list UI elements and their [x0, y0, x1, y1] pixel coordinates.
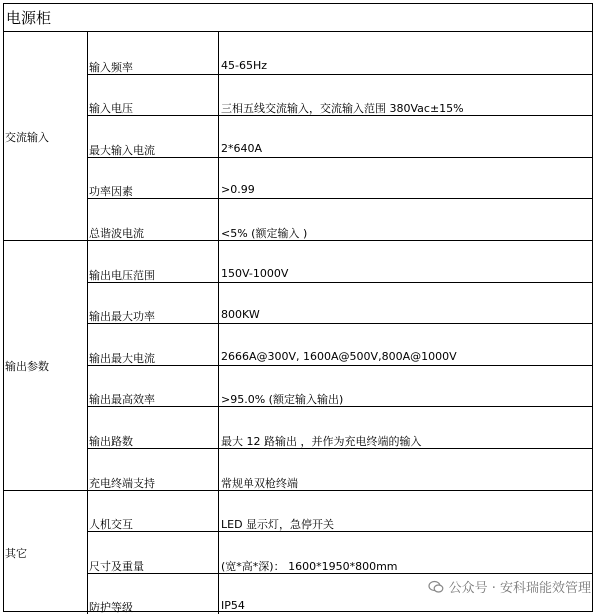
param-value: (宽*高*深)： 1600*1950*800mm [221, 559, 398, 573]
spec-table [3, 3, 593, 615]
row-divider [87, 74, 592, 75]
param-name: 输出最高效率 [89, 393, 155, 407]
param-name: 输出电压范围 [89, 268, 155, 282]
param-name: 功率因素 [89, 185, 133, 199]
watermark-text: 公众号 · 安科瑞能效管理 [448, 581, 591, 596]
row-divider [87, 157, 592, 158]
param-value: 150V-1000V [221, 266, 289, 280]
param-value: LED 显示灯，急停开关 [221, 518, 335, 532]
group-label: 其它 [5, 547, 27, 560]
param-value: 800KW [221, 308, 260, 322]
param-value: 最大 12 路输出 ，并作为充电终端的输入 [221, 435, 422, 448]
param-name: 人机交互 [89, 518, 133, 532]
param-value: 2*640A [221, 141, 263, 155]
param-value: >95.0% (额定输入输出) [221, 393, 344, 407]
param-value: <5% (额定输入 ) [221, 227, 308, 240]
param-name: 输出最大电流 [89, 351, 155, 365]
param-value: IP54 [221, 599, 245, 613]
wechat-icon [428, 579, 444, 595]
group-label: 交流输入 [5, 131, 49, 144]
param-value: >0.99 [221, 183, 255, 197]
table-title: 电源柜 [4, 4, 592, 32]
row-divider [87, 323, 592, 324]
row-divider [87, 198, 592, 199]
row-divider [4, 490, 592, 491]
param-name: 充电终端支持 [89, 476, 155, 490]
param-name: 最大输入电流 [89, 143, 155, 157]
row-divider [87, 531, 592, 532]
group-label: 输出参数 [5, 359, 49, 373]
param-value: 2666A@300V, 1600A@500V,800A@1000V [221, 349, 457, 363]
param-value: 三相五线交流输入，交流输入范围 380Vac±15% [221, 102, 464, 116]
param-value: 45-65Hz [221, 58, 268, 72]
row-divider [87, 406, 592, 407]
row-divider [87, 115, 592, 116]
row-divider [87, 448, 592, 449]
param-name: 防护等级 [89, 601, 133, 615]
row-divider [87, 282, 592, 283]
row-divider [4, 240, 592, 241]
param-name: 输入电压 [89, 102, 133, 116]
param-name: 总谐波电流 [89, 227, 144, 240]
param-value: 常规单双枪终端 [221, 476, 298, 490]
row-divider [87, 365, 592, 366]
param-name: 输出路数 [89, 435, 133, 448]
param-name: 输入频率 [89, 60, 133, 74]
watermark [428, 577, 591, 596]
row-divider [87, 573, 592, 574]
param-name: 尺寸及重量 [89, 559, 144, 573]
param-name: 输出最大功率 [89, 310, 155, 324]
